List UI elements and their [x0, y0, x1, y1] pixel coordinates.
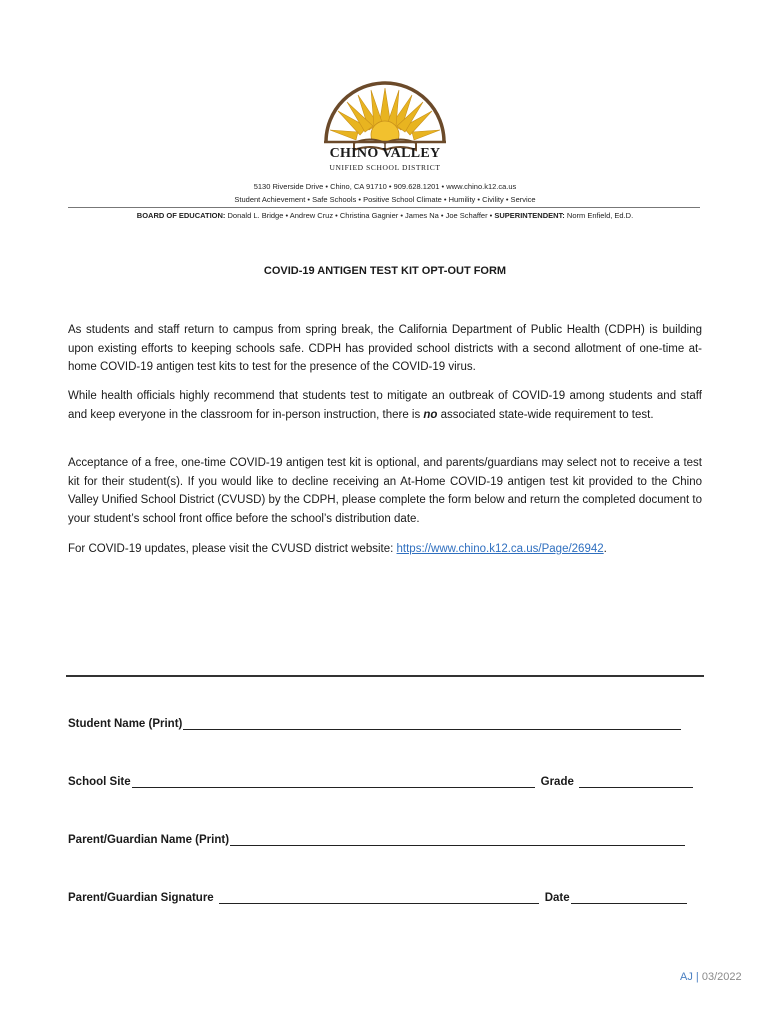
parent-signature-field[interactable]: [219, 892, 539, 904]
paragraph-acceptance: Acceptance of a free, one-time COVID-19 antigen test kit is optional, and parents/guardians may select not to receive a test kit for their student(s). If you would like to decline receiving an At-Home COVID-19 antigen test kit provided to the Chino Valley Unified School District (CVUSD) by the CDPH, please complete the form below and return the completed document to your student’s school front office before the school’s distribution date.: [68, 457, 702, 526]
page-footer: [680, 971, 742, 983]
parent-name-field[interactable]: [230, 834, 685, 846]
form-title: COVID-19 ANTIGEN TEST KIT OPT-OUT FORM: [263, 265, 507, 277]
student-name-label: Student Name (Print): [68, 718, 183, 730]
paragraph-recommendation: [68, 387, 702, 424]
grade-field[interactable]: [579, 776, 693, 788]
form-divider: [66, 675, 704, 677]
superintendent-name: Norm Enfield, Ed.D.: [566, 211, 634, 220]
paragraph-updates-text: For COVID-19 updates, please visit the CVUSD district website:: [68, 543, 397, 555]
paragraph-recommendation-start: While health officials highly recommend that students test to mitigate an outbreak of COVID-19 among students and staff and keep everyone in the classroom for in-person instruction, there is: [68, 390, 702, 421]
district-address: 5130 Riverside Drive • Chino, CA 91710 • 909.628.1201 • www.chino.k12.ca.us: [253, 182, 517, 191]
footer-date: 03/2022: [701, 971, 742, 983]
footer-initials: AJ: [680, 971, 693, 983]
board-members: Donald L. Bridge • Andrew Cruz • Christina Gagnier • James Na • Joe Schaffer •: [227, 211, 495, 220]
header-divider: [68, 207, 700, 208]
paragraph-updates: [68, 540, 702, 559]
grade-label: Grade: [540, 776, 574, 788]
paragraph-intro: As students and staff return to campus from spring break, the California Department of Public Health (CDPH) is building upon existing efforts to keeping schools safe. CDPH has provided school districts with a second allotment of one-time at-home COVID-19 antigen test kits to test for the presence of the COVID-19 virus.: [68, 324, 702, 374]
footer-separator: |: [695, 971, 699, 983]
board-of-education: [0, 211, 770, 220]
paragraph-updates-end: .: [603, 543, 607, 555]
district-name: CHINO VALLEY: [329, 146, 441, 161]
board-label: BOARD OF EDUCATION:: [136, 211, 226, 220]
parent-name-row: [68, 834, 685, 846]
school-site-field[interactable]: [132, 776, 535, 788]
emphasis-no: no: [423, 408, 438, 421]
date-label: Date: [544, 892, 570, 904]
superintendent-label: SUPERINTENDENT:: [494, 211, 565, 220]
parent-signature-row: [68, 892, 687, 904]
district-values: Student Achievement • Safe Schools • Positive School Climate • Humility • Civility • Service: [234, 195, 536, 204]
date-field[interactable]: [571, 892, 687, 904]
district-subtitle: UNIFIED SCHOOL DISTRICT: [329, 163, 441, 172]
district-website-link[interactable]: https://www.chino.k12.ca.us/Page/26942: [396, 543, 604, 555]
parent-name-label: Parent/Guardian Name (Print): [68, 834, 230, 846]
parent-signature-label: Parent/Guardian Signature: [68, 892, 214, 904]
school-site-row: [68, 776, 693, 788]
student-name-row: [68, 718, 681, 730]
paragraph-recommendation-end: associated state-wide requirement to test.: [437, 408, 654, 421]
student-name-field[interactable]: [183, 718, 681, 730]
school-site-label: School Site: [68, 776, 131, 788]
